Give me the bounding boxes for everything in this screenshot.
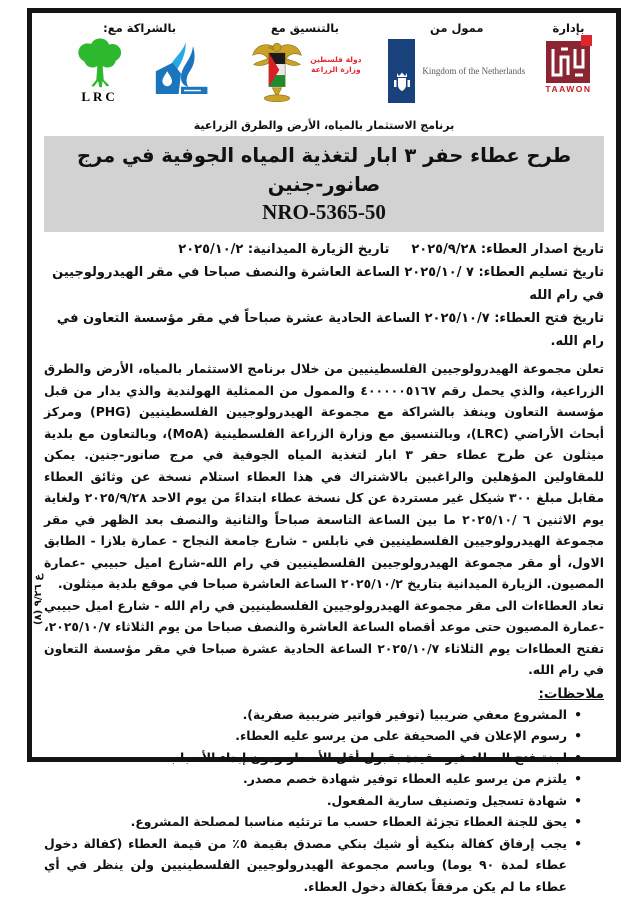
manager-group bbox=[537, 21, 600, 94]
lrc-tree-icon bbox=[69, 39, 131, 91]
bullet-icon: • bbox=[574, 704, 582, 726]
notes-list bbox=[44, 704, 604, 897]
bullet-icon: • bbox=[574, 833, 582, 855]
taawon-logo-text: TAAWON bbox=[545, 84, 591, 94]
note-text: رسوم الإعلان في الصحيفة على من يرسو عليه العطاء. bbox=[235, 728, 567, 743]
ad-content bbox=[32, 13, 616, 897]
note-item bbox=[44, 811, 582, 833]
note-item bbox=[44, 833, 582, 897]
bullet-icon: • bbox=[574, 725, 582, 747]
netherlands-banner bbox=[388, 39, 415, 103]
opening-date: تاريخ فتح العطاء: ٢٠٢٥/١٠/٧ الساعة الحادية عشرة صباحاً في مقر مؤسسة التعاون في رام الله. bbox=[44, 307, 604, 353]
issue-date: تاريخ اصدار العطاء: ٢٠٢٥/٩/٢٨ bbox=[411, 242, 604, 257]
ad-frame bbox=[27, 8, 621, 762]
logo-header bbox=[44, 17, 604, 117]
lrc-logo bbox=[69, 39, 131, 105]
moa-text-line2: وزارة الزراعة bbox=[310, 65, 361, 75]
netherlands-logo bbox=[388, 39, 525, 103]
phg-logo-icon bbox=[151, 39, 211, 101]
tender-reference-number: NRO-5365-50 bbox=[50, 199, 598, 225]
coordination-label: بالتنسيق مع bbox=[271, 21, 339, 35]
note-text: لجنة فتح العطاء غير مقيدة بقبول أقل الأسعار ودون إبداء الأسباب. bbox=[163, 750, 567, 765]
netherlands-crest-icon bbox=[388, 71, 415, 97]
note-item bbox=[44, 768, 582, 790]
note-item bbox=[44, 704, 582, 726]
announcement-body bbox=[44, 358, 604, 681]
lrc-logo-text: LRC bbox=[81, 89, 117, 105]
moa-text-line1: دولة فلسطين bbox=[310, 55, 361, 65]
partnership-group bbox=[46, 21, 233, 105]
note-text: يحق للجنة العطاء تجزئة العطاء حسب ما ترتئيه مناسبا لمصلحة المشروع. bbox=[131, 814, 567, 829]
notes-heading: ملاحظات: bbox=[44, 686, 604, 702]
dates-block bbox=[44, 238, 604, 353]
note-item bbox=[44, 747, 582, 769]
tender-title-block bbox=[44, 136, 604, 232]
bullet-icon: • bbox=[574, 790, 582, 812]
palestine-eagle-icon bbox=[248, 39, 306, 103]
netherlands-logo-text: Kingdom of the Netherlands bbox=[422, 66, 525, 76]
site-visit-date: تاريخ الزيارة الميدانية: ٢٠٢٥/١٠/٢ bbox=[178, 242, 389, 257]
body-paragraph-1: تعلن مجموعة الهيدرولوجيين الفلسطينيين من خلال برنامج الاستثمار بالمياه، الأرض والطرق الزراعية، والذي يحمل رقم ٤٠٠٠٠٠٥١٦٧ والممول من الممثلية الهولندية والذي يدار من قبل مؤسسة التعاون وينفذ بالشراكة مع مجموعة الهيدرولوجيين الفلسطينيين (PHG) ومركز أبحاث الأراضي (LRC)، وبالتنسيق مع وزارة الزراعة الفلسطينية (MoA)، وبالتعاون مع بلدية ميثلون عن طرح عطاء حفر ٣ ابار لتغذية المياه الجوفية في مرج صانور-جنين. يمكن للمقاولين المؤهلين والراغبين بالاشتراك في هذا العطاء استلام نسخة عن وثائق العطاء مقابل مبلغ ٣٠٠ شيكل غير مستردة عن كل نسخة عطاء ابتداءً من يوم الاحد ٢٠٢٥/٩/٢٨ ولغاية يوم الاثنين ٦ /٢٠٢٥/١٠ ما بين الساعة التاسعة صباحاً والثانية والنصف بعد الظهر في مقر مجموعة الهيدرولوجيين الفلسطينيين في نابلس - شارع جامعة النجاح - عمارة بلازا - الطابق الاول، أو مقر مجموعة الهيدرولوجيين الفلسطينيين في رام الله-شارع اميل حبيبي -عمارة المصيون. الزيارة الميدانية بتاريخ ٢٠٢٥/١٠/٢ الساعة العاشرة صباحا في موقع بلدية ميثلون. bbox=[44, 358, 604, 595]
submission-date: تاريخ تسليم العطاء: ٧ /٢٠٢٥/١٠ الساعة العاشرة والنصف صباحا في مقر الهيدرولوجيين في رام الله bbox=[44, 261, 604, 307]
taawon-logo bbox=[545, 41, 591, 94]
dates-line-1 bbox=[44, 238, 604, 261]
note-text: شهادة تسجيل وتصنيف سارية المفعول. bbox=[327, 793, 567, 808]
funded-by-label: ممول من bbox=[430, 21, 484, 35]
body-paragraph-2: تعاد العطاءات الى مقر مجموعة الهيدرولوجيين الفلسطينيين في رام الله - شارع اميل حبيبي -عمارة المصيون حتى موعد أقصاه الساعة العاشرة والنصف صباحا من يوم الثلاثاء ٢٠٢٥/١٠/٧، تفتح العطاءات يوم الثلاثاء ٢٠٢٥/١٠/٧ الساعة الحادية عشرة صباحا في مقر مؤسسة التعاون في رام الله. bbox=[44, 595, 604, 681]
funder-group bbox=[377, 21, 537, 103]
program-title: برنامج الاستثمار بالمياه، الأرض والطرق الزراعية bbox=[44, 119, 604, 132]
note-text: المشروع معفي ضريبيا (توفير فواتير ضريبية صفرية). bbox=[243, 707, 567, 722]
taawon-kufic-icon bbox=[546, 41, 590, 83]
note-text: يجب إرفاق كفالة بنكية أو شيك بنكي مصدق بقيمة ٥٪ من قيمة العطاء (كفالة دخول عطاء لمدة ٩٠ يوما) وباسم مجموعة الهيدرولوجيين الفلسطينيين ولن ينظر في أي عطاء ما لم يكن مرفقاً بكفالة دخول العطاء. bbox=[44, 836, 567, 894]
note-text: يلتزم من يرسو عليه العطاء توفير شهادة خصم مصدر. bbox=[243, 771, 567, 786]
coordination-group bbox=[233, 21, 376, 103]
taawon-red-square bbox=[581, 35, 592, 46]
bullet-icon: • bbox=[574, 747, 582, 769]
newspaper-side-annotation: ع ٩/٢٦ (٨) bbox=[33, 574, 44, 625]
bullet-icon: • bbox=[574, 768, 582, 790]
moa-logo bbox=[248, 39, 361, 103]
tender-title: طرح عطاء حفر ٣ ابار لتغذية المياه الجوفية في مرج صانور-جنين bbox=[50, 141, 598, 199]
note-item bbox=[44, 790, 582, 812]
partnership-label: بالشراكة مع: bbox=[103, 21, 176, 35]
moa-logo-text bbox=[310, 55, 361, 75]
managed-by-label: بإدارة bbox=[553, 21, 585, 35]
bullet-icon: • bbox=[574, 811, 582, 833]
partnership-logos bbox=[69, 39, 211, 105]
note-item bbox=[44, 725, 582, 747]
